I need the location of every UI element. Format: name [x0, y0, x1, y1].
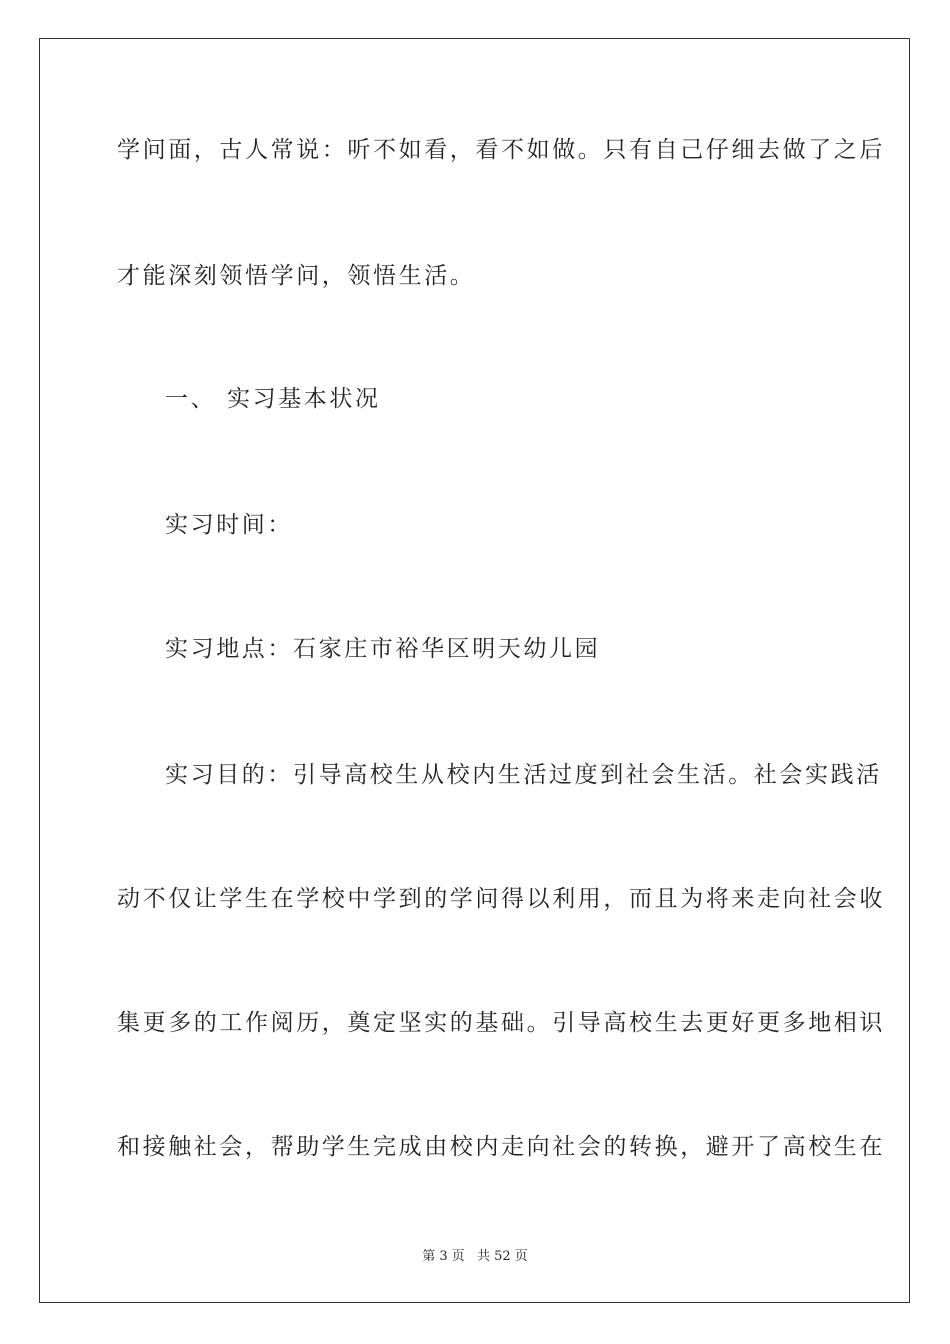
page-total: 共 52 页	[476, 1249, 528, 1264]
section-number: 一、	[165, 386, 217, 412]
paragraph-line: 实习目的：引导高校生从校内生活过度到社会生活。社会实践活	[165, 762, 882, 788]
section-heading: 实习基本状况	[227, 386, 381, 412]
paragraph-line: 才能深刻领悟学问，领悟生活。	[117, 263, 476, 289]
page-border	[39, 38, 910, 1303]
field-internship-location: 实习地点：石家庄市裕华区明天幼儿园	[165, 636, 601, 662]
paragraph-line: 动不仅让学生在学校中学到的学问得以利用，而且为将来走向社会收	[117, 886, 885, 912]
paragraph-line: 学问面，古人常说：听不如看，看不如做。只有自己仔细去做了之后	[117, 137, 885, 163]
field-internship-time: 实习时间：	[165, 512, 293, 538]
paragraph-line: 集更多的工作阅历，奠定坚实的基础。引导高校生去更好更多地相识	[117, 1010, 885, 1036]
paragraph-line: 和接触社会，帮助学生完成由校内走向社会的转换，避开了高校生在	[117, 1134, 885, 1160]
page-number: 第 3 页	[422, 1249, 465, 1264]
page-footer	[0, 1248, 950, 1266]
